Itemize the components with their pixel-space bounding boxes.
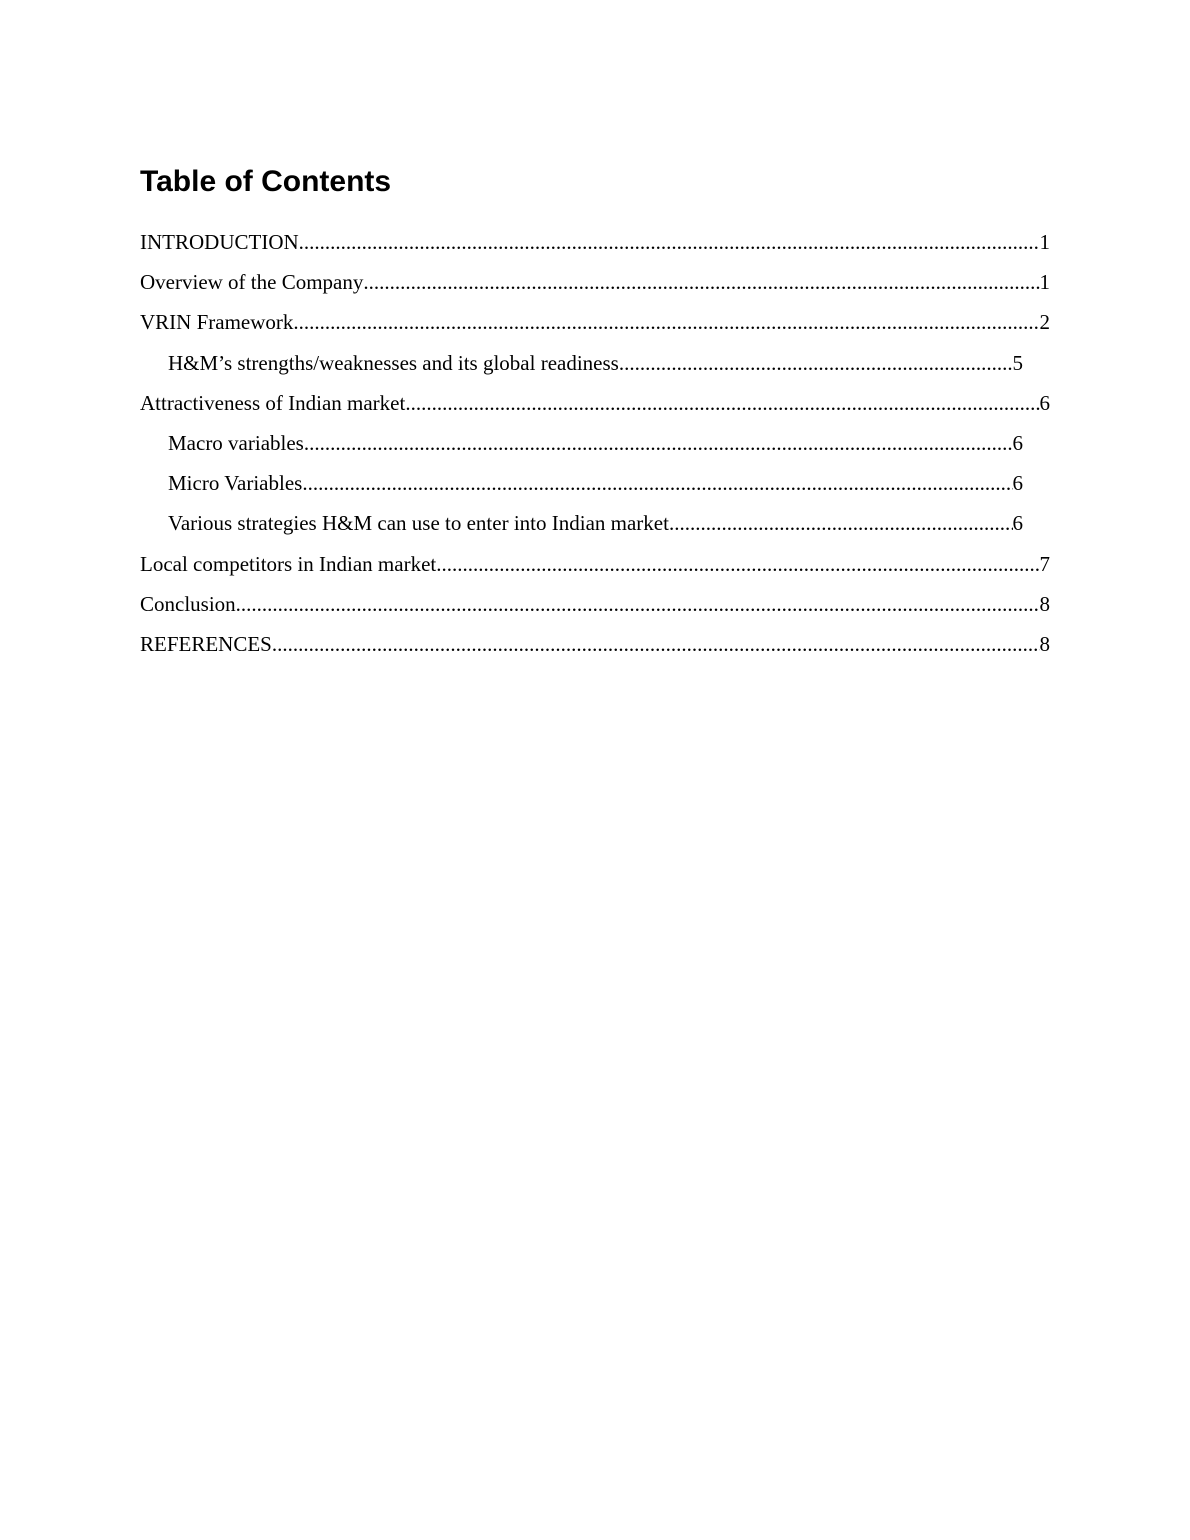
toc-entry-text: Overview of the Company [140,270,364,295]
toc-entry-attractiveness[interactable] [140,383,1050,423]
toc-entry-page: 8 [1039,591,1050,616]
toc-entry-page: 1 [1039,230,1050,254]
dot-leader [236,584,1040,624]
toc-entry-introduction[interactable] [140,222,1050,262]
toc-entry-page: 5 [1012,350,1023,375]
toc-entry-vrin[interactable] [140,302,1050,342]
toc-entry-text: Micro Variables [168,471,303,496]
toc-entry-strengths[interactable] [140,343,1023,383]
toc-entry-conclusion[interactable] [140,584,1050,624]
dot-leader [299,222,1040,262]
toc-heading: Table of Contents [140,165,392,198]
toc-entry-text: REFERENCES [140,631,272,656]
toc-entry-page: 1 [1039,270,1050,295]
toc-entry-macro[interactable] [140,423,1023,463]
toc-list [140,222,1050,664]
toc-entry-page: 6 [1012,511,1023,536]
toc-entry-page: 8 [1039,631,1050,656]
toc-entry-text: INTRODUCTION [140,230,299,254]
toc-entry-text: Macro variables [168,430,304,455]
dot-leader [619,343,1013,383]
dot-leader [669,503,1013,543]
toc-entry-micro[interactable] [140,463,1023,503]
toc-entry-overview[interactable] [140,262,1050,302]
dot-leader [302,463,1012,503]
toc-entry-text: Local competitors in Indian market [140,551,437,576]
dot-leader [363,262,1039,302]
toc-entry-page: 7 [1039,551,1050,576]
toc-entry-competitors[interactable] [140,544,1050,584]
toc-entry-strategies[interactable] [140,503,1023,543]
toc-entry-text: H&M’s strengths/weaknesses and its global readiness [168,350,619,375]
toc-entry-page: 2 [1039,310,1050,335]
toc-entry-references[interactable] [140,624,1050,664]
toc-entry-text: VRIN Framework [140,310,294,335]
toc-entry-page: 6 [1039,390,1050,415]
dot-leader [272,624,1040,664]
dot-leader [293,302,1039,342]
toc-entry-page: 6 [1012,471,1023,496]
toc-entry-page: 6 [1012,430,1023,455]
dot-leader [436,544,1039,584]
dot-leader [405,383,1039,423]
toc-entry-text: Attractiveness of Indian market [140,390,406,415]
toc-entry-text: Various strategies H&M can use to enter into Indian market [168,511,669,536]
dot-leader [304,423,1013,463]
toc-entry-text: Conclusion [140,591,236,616]
